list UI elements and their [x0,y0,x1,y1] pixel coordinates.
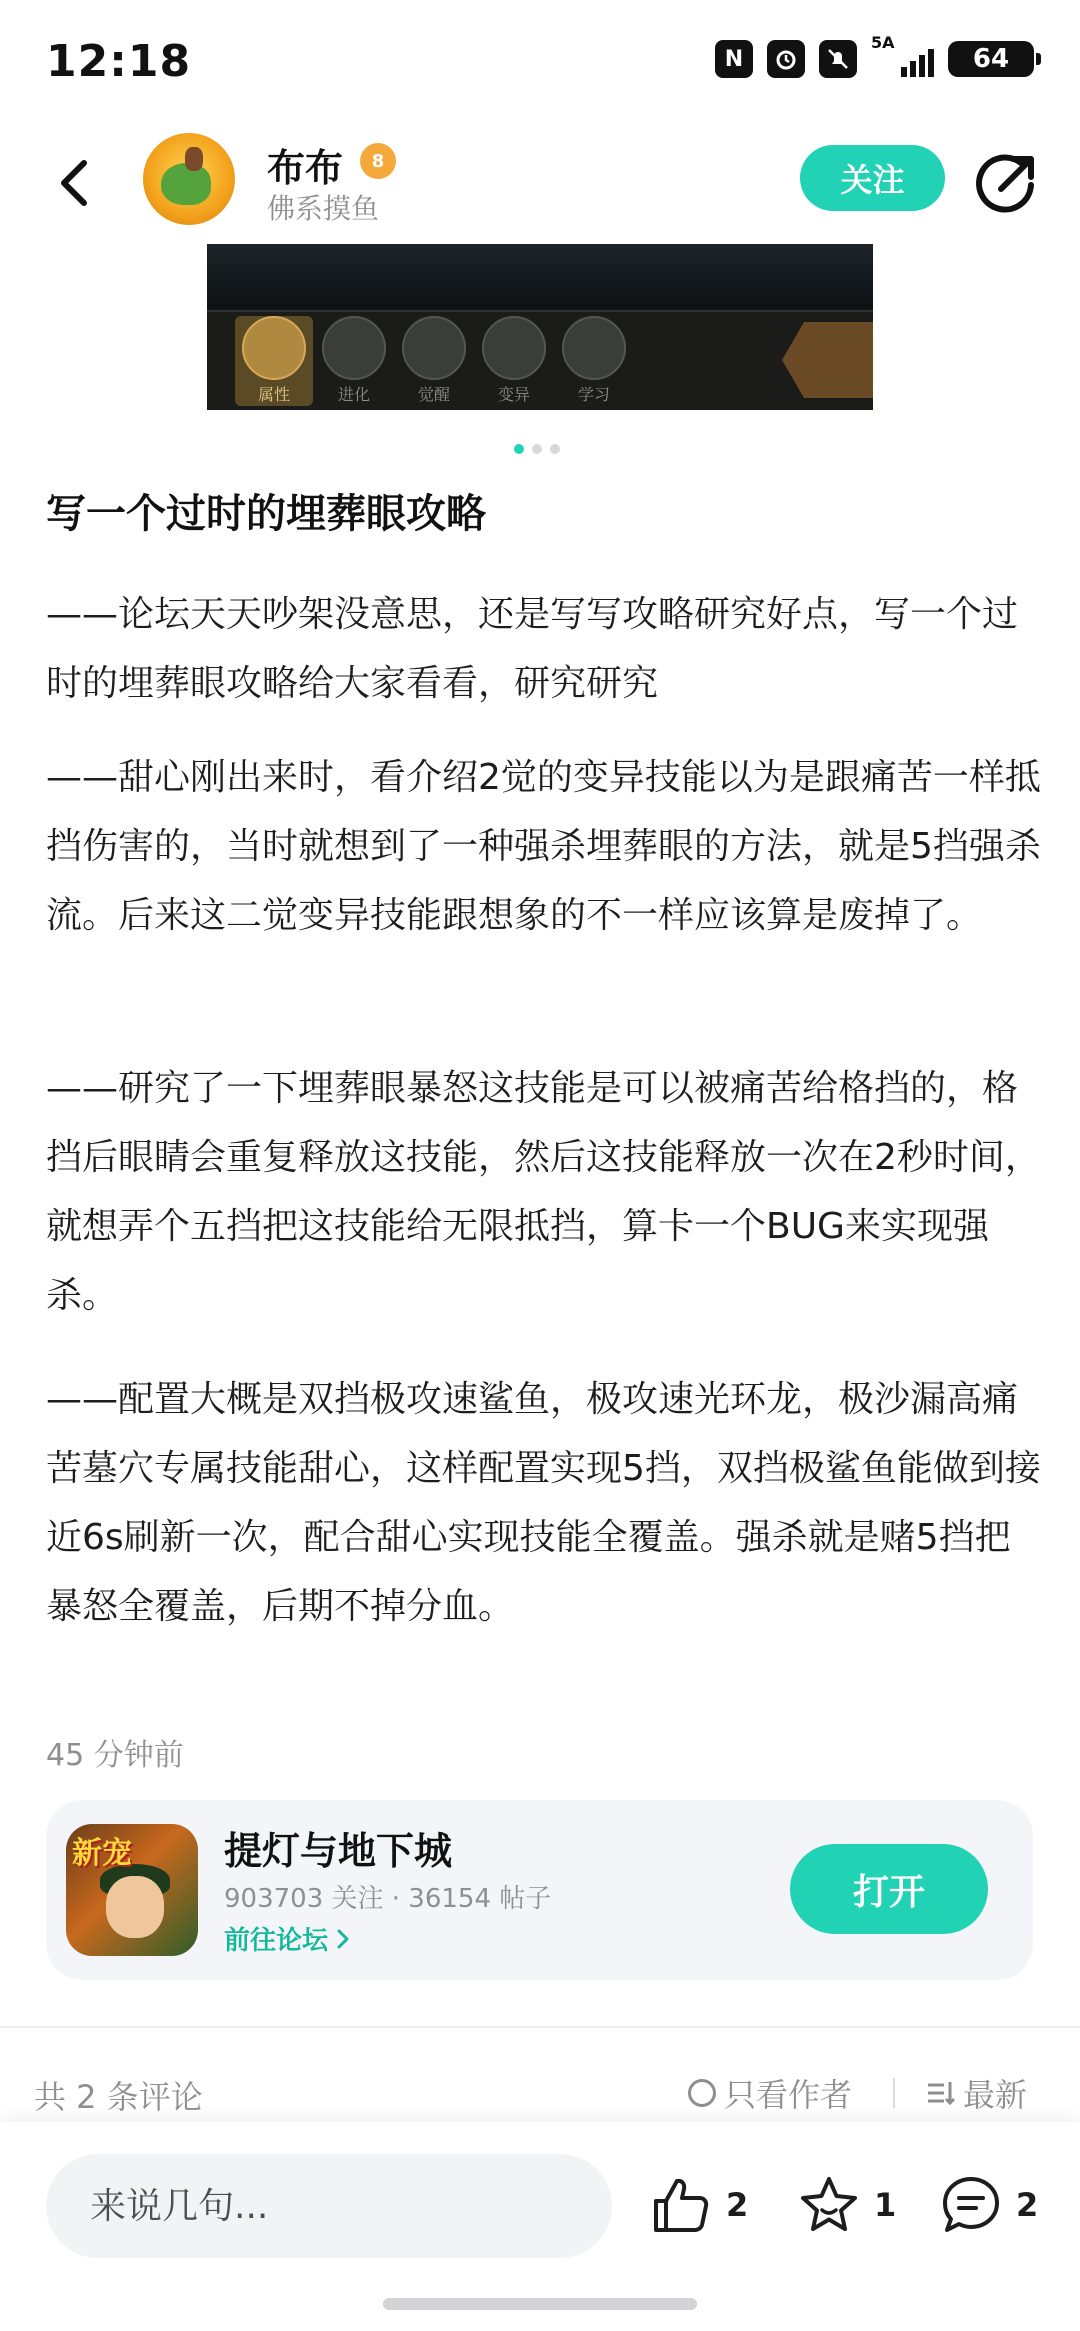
game-forum-card[interactable] [46,1800,1033,1980]
favorite-count: 1 [874,2186,897,2224]
open-game-button[interactable]: 打开 [790,1844,988,1934]
status-bar [0,0,1080,120]
post-paragraph: ——论坛天天吵架没意思，还是写写攻略研究好点，写一个过时的埋葬眼攻略给大家看看，研究研究 [46,594,1019,704]
level-badge [360,143,396,179]
game-stats: 903703 关注 · 36154 帖子 [224,1884,552,1914]
comment-header-separator [893,2078,895,2108]
signal-icon [871,33,934,77]
lock-icon [482,316,546,380]
comment-count: 共 2 条评论 [34,2078,203,2116]
post-paragraph: ——研究了一下埋葬眼暴怒这技能是可以被痛苦给格挡的，格挡后眼睛会重复释放这技能，然后这技能释放一次在2秒时间，就想弄个五挡把这技能给无限抵挡，算卡一个BUG来实现强杀。 [46,1068,1041,1316]
section-divider [0,2026,1080,2028]
banner-top [207,244,873,308]
mute-bell-icon [819,40,857,78]
banner-tab-label: 觉醒 [417,385,450,404]
comment-button[interactable] [940,2174,1038,2236]
banner-tab [555,316,633,406]
sort-icon [925,2078,955,2108]
banner-tab-label: 属性 [257,385,290,404]
comment-count-badge: 2 [1016,2186,1039,2224]
comment-icon [940,2174,1002,2236]
battery-level: 64 [972,44,1010,74]
sort-newest-button[interactable] [925,2070,1027,2116]
avatar[interactable] [143,133,235,225]
game-icon-face [106,1876,164,1938]
game-icon-tag: 新宠 [72,1836,132,1871]
nfc-icon: N [715,40,753,78]
home-indicator[interactable] [383,2298,697,2310]
banner-tab-label: 变异 [497,385,530,404]
post-header [0,125,1080,245]
carousel-dots [514,444,560,454]
sort-label: 最新 [963,2076,1028,2114]
comment-input[interactable] [46,2154,612,2258]
back-arrow-icon[interactable] [46,153,106,213]
go-to-forum-link[interactable] [224,1920,352,1957]
banner-tab [475,316,553,406]
carousel-dot-active [514,444,524,454]
star-icon [798,2174,860,2236]
fox-icon [402,316,466,380]
chevron-right-icon [334,1928,352,1950]
battery-icon [948,41,1034,77]
flame-icon [562,316,626,380]
avatar-rider [185,147,203,171]
go-to-forum-label: 前往论坛 [224,1926,329,1956]
alarm-icon [767,40,805,78]
post-time: 45 分钟前 [46,1738,184,1773]
author-only-toggle[interactable] [688,2070,852,2116]
paw-icon [242,316,306,380]
author-only-label: 只看作者 [724,2076,853,2114]
status-time: 12:18 [46,36,192,87]
like-button[interactable] [650,2174,748,2236]
banner-tab [315,316,393,406]
thumbs-up-icon [650,2174,712,2236]
game-name: 提灯与地下城 [224,1829,453,1873]
post-paragraph: ——甜心刚出来时，看介绍2觉的变异技能以为是跟痛苦一样抵挡伤害的，当时就想到了一种强杀埋葬眼的方法，就是5挡强杀流。后来这二觉变异技能跟想象的不一样应该算是废掉了。 [46,757,1041,936]
banner-tab-label: 进化 [337,385,370,404]
banner-tab-label: 学习 [577,385,610,404]
follow-button[interactable]: 关注 [800,145,945,211]
network-label: 5A [871,33,895,52]
carousel-dot [532,444,542,454]
share-icon[interactable] [975,151,1039,215]
level-badge-number: 8 [371,150,385,172]
post-image-carousel[interactable] [207,244,873,410]
game-icon [66,1824,198,1956]
carousel-dot [550,444,560,454]
avatar-dino [161,163,211,205]
user-subtitle: 佛系摸鱼 [267,192,380,225]
radio-ring-icon [688,2079,716,2107]
evolve-arrow-icon [322,316,386,380]
banner-tab [235,316,313,406]
post-title: 写一个过时的埋葬眼攻略 [46,491,486,537]
bottom-action-bar [0,2122,1080,2331]
post-paragraph: ——配置大概是双挡极攻速鲨鱼，极攻速光环龙，极沙漏高痛苦墓穴专属技能甜心，这样配置实现5挡，双挡极鲨鱼能做到接近6s刷新一次，配合甜心实现技能全覆盖。强杀就是赌5挡把暴怒全覆盖，后期不掉分血。 [46,1379,1041,1627]
like-count: 2 [726,2186,749,2224]
status-icons [715,33,1034,78]
favorite-button[interactable] [798,2174,896,2236]
username[interactable]: 布布 [267,146,344,190]
banner-tab [395,316,473,406]
